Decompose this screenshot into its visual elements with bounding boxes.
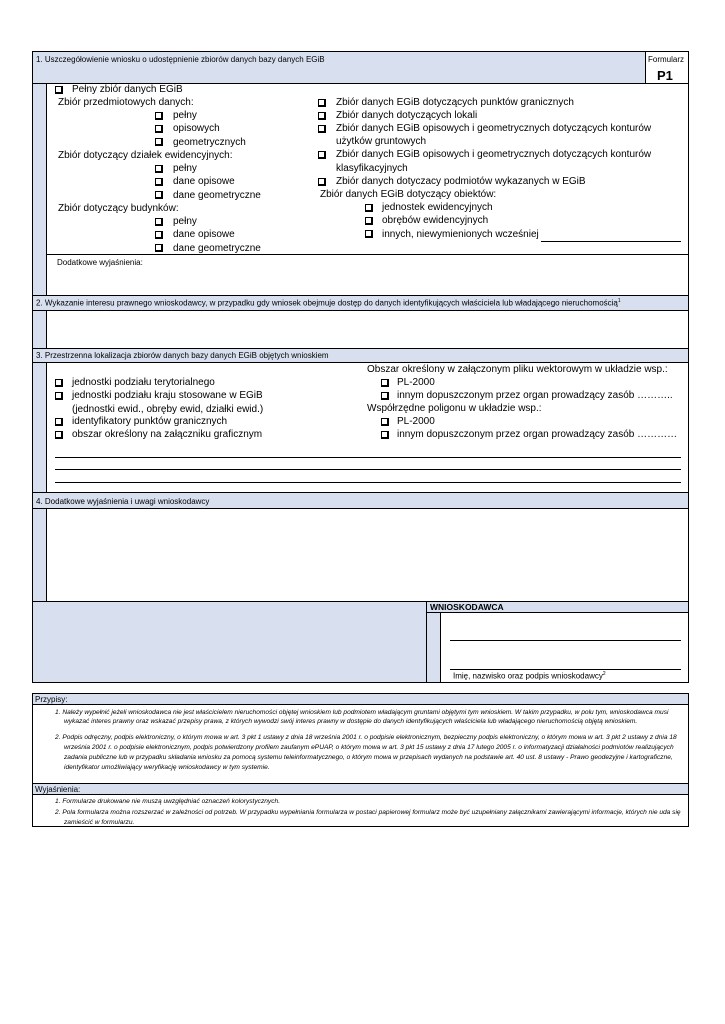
objects-item-1: jednostek ewidencyjnych (382, 202, 493, 213)
vector-item-1: PL-2000 (397, 377, 435, 388)
vector-item-2: innym dopuszczonym przez organ prowadzący zasób ……….. (397, 390, 673, 401)
subject-checkbox-3[interactable] (155, 138, 163, 146)
signature-label-text: Imię, nazwisko oraz podpis wnioskodawcy (453, 671, 603, 681)
buildings-item-1: pełny (173, 216, 197, 227)
loc-item-3: identyfikatory punktów granicznych (72, 416, 228, 427)
applicant-left-area (32, 601, 427, 683)
explanation-2-line-2: zamieścić w formularzu. (64, 819, 135, 826)
explanations-title: Wyjaśnienia: (35, 785, 81, 794)
buildings-checkbox-1[interactable] (155, 218, 163, 226)
buildings-heading: Zbiór dotyczący budynków: (58, 203, 179, 214)
left-margin-4 (32, 508, 47, 602)
section2-body[interactable] (46, 310, 689, 349)
parcels-checkbox-1[interactable] (155, 165, 163, 173)
signature-line-2[interactable] (450, 669, 681, 670)
right-item-4: Zbiór danych EGiB opisowych i geometrycznych dotyczących konturów (336, 149, 652, 160)
signature-footnote-ref: 2 (602, 671, 606, 677)
footnote-2-line-4: identyfikator umożliwiający weryfikację wnioskodawcy w tym systemie. (64, 764, 270, 771)
left-margin-2 (32, 310, 47, 349)
full-set-label: Pełny zbiór danych EGiB (72, 84, 183, 95)
loc-input-line-2[interactable] (55, 469, 681, 470)
buildings-item-3: dane geometryczne (173, 243, 261, 254)
parcels-item-2: dane opisowe (173, 176, 235, 187)
right-checkbox-4[interactable] (318, 151, 326, 159)
additional-divider (46, 254, 689, 255)
right-item-3-cont: użytków gruntowych (336, 136, 427, 147)
right-item-5: Zbiór danych dotyczacy podmiotów wykazanych w EGiB (336, 176, 586, 187)
footnote-1-line-2: wykazać interes prawny oraz wskazać przepisy prawa, z których wywodzi swój interes prawny w dostępie do danych identyfikujących właściciela lub władającego nieruchomością objętą wnioskiem. (64, 718, 638, 725)
applicant-title: WNIOSKODAWCA (430, 602, 504, 612)
footnote-2-line-2: września 2001 r. o podpisie elektronicznym, podpis potwierdzony profilem zaufanym ePUAP, o którym mowa w art. 3 pkt 15 ustawy z dnia 17 lutego 2005 r. o informatyzacji działalności podmiotów realizujących (64, 744, 674, 751)
right-item-1: Zbiór danych EGiB dotyczących punktów granicznych (336, 97, 574, 108)
right-item-3: Zbiór danych EGiB opisowych i geometrycznych dotyczących konturów (336, 123, 652, 134)
section2-footnote-ref: 1 (617, 298, 621, 304)
objects-other-input-line[interactable] (541, 241, 681, 242)
polygon-checkbox-1[interactable] (381, 418, 389, 426)
objects-checkbox-3[interactable] (365, 230, 373, 238)
right-checkbox-5[interactable] (318, 178, 326, 186)
signature-line-1[interactable] (450, 640, 681, 641)
loc-item-2-cont: (jednostki ewid., obręby ewid, działki ewid.) (72, 404, 264, 415)
footnotes-title: Przypisy: (35, 695, 68, 704)
polygon-checkbox-2[interactable] (381, 431, 389, 439)
subject-heading: Zbiór przedmiotowych danych: (58, 97, 194, 108)
polygon-item-1: PL-2000 (397, 416, 435, 427)
buildings-item-2: dane opisowe (173, 229, 235, 240)
loc-checkbox-3[interactable] (55, 418, 63, 426)
left-margin-3 (32, 362, 47, 493)
section1-title: 1. Uszczegółowienie wniosku o udostępnienie zbiorów danych bazy danych EGiB (36, 55, 325, 64)
form-code: P1 (657, 68, 673, 83)
signature-label (453, 671, 606, 681)
loc-input-line-1[interactable] (55, 457, 681, 458)
right-item-2: Zbiór danych dotyczących lokali (336, 110, 478, 121)
buildings-checkbox-2[interactable] (155, 231, 163, 239)
section2-title (36, 298, 621, 308)
footnote-2-line-3: zadania publiczne lub w przypadku składania wniosku za pomocą systemu teleinformatycznego, o którym mowa w przepisach wydanych na podstawie art. 40 ust. 8 ustawy - Prawo geodezyjne i kartograficzne, (64, 754, 673, 761)
objects-item-3: innych, niewymienionych wcześniej (382, 229, 539, 240)
polygon-item-2: innym dopuszczonym przez organ prowadzący zasób ………… (397, 429, 678, 440)
loc-item-1: jednostki podziału terytorialnego (72, 377, 215, 388)
section4-body[interactable] (46, 508, 689, 602)
loc-item-2: jednostki podziału kraju stosowane w EGiB (72, 390, 263, 401)
right-checkbox-1[interactable] (318, 99, 326, 107)
explanation-1: 1. Formularze drukowane nie muszą uwzględniać oznaczeń kolorystycznych. (55, 798, 281, 805)
parcels-checkbox-2[interactable] (155, 178, 163, 186)
section3-title: 3. Przestrzenna lokalizacja zbiorów danych bazy danych EGiB objętych wnioskiem (36, 351, 329, 360)
loc-checkbox-1[interactable] (55, 379, 63, 387)
subject-checkbox-1[interactable] (155, 112, 163, 120)
vector-heading: Obszar określony w załączonym pliku wektorowym w układzie wsp.: (367, 364, 668, 375)
vector-checkbox-1[interactable] (381, 379, 389, 387)
right-checkbox-3[interactable] (318, 125, 326, 133)
subject-checkbox-2[interactable] (155, 125, 163, 133)
subject-item-3: geometrycznych (173, 137, 246, 148)
loc-checkbox-2[interactable] (55, 392, 63, 400)
parcels-heading: Zbiór dotyczący działek ewidencyjnych: (58, 150, 233, 161)
left-margin-1 (32, 83, 47, 296)
section4-title: 4. Dodatkowe wyjaśnienia i uwagi wnioskodawcy (36, 497, 210, 506)
parcels-checkbox-3[interactable] (155, 191, 163, 199)
buildings-checkbox-3[interactable] (155, 244, 163, 252)
subject-item-1: pełny (173, 110, 197, 121)
additional-label: Dodatkowe wyjaśnienia: (57, 258, 143, 267)
parcels-item-1: pełny (173, 163, 197, 174)
loc-item-4: obszar określony na załączniku graficznym (72, 429, 263, 440)
vector-checkbox-2[interactable] (381, 392, 389, 400)
objects-item-2: obrębów ewidencyjnych (382, 215, 489, 226)
footnote-1-line-1: 1. Należy wypełnić jeżeli wnioskodawca nie jest właścicielem nieruchomości objętej wnioskiem lub podmiotem władającym gruntami objętymi tym wnioskiem. W takim przypadku, w polu tym, wnioskodawca musi (55, 709, 669, 716)
explanation-2-line-1: 2. Pola formularza można rozszerzać w zależności od potrzeb. W przypadku wypełniania formularza w postaci papierowej formularz może być uzupełniany załącznikami zawierającymi informacje, których nie uda się (55, 809, 681, 816)
full-set-checkbox[interactable] (55, 86, 63, 94)
objects-checkbox-2[interactable] (365, 217, 373, 225)
polygon-heading: Współrzędne poligonu w układzie wsp.: (367, 403, 542, 414)
form-label: Formularz (648, 55, 685, 64)
objects-heading: Zbiór danych EGiB dotyczący obiektów: (320, 189, 497, 200)
subject-item-2: opisowych (173, 123, 220, 134)
loc-input-line-3[interactable] (55, 482, 681, 483)
parcels-item-3: dane geometryczne (173, 190, 261, 201)
footnote-2-line-1: 2. Podpis odręczny, podpis elektroniczny, o którym mowa w art. 3 pkt 1 ustawy z dnia 18 września 2001 r. o podpisie elektronicznym, bezpieczny podpis elektroniczny, o którym mowa w art. 3 pkt 2 ustawy z dnia 18 (55, 734, 677, 741)
right-item-4-cont: klasyfikacyjnych (336, 163, 408, 174)
section2-title-text: 2. Wykazanie interesu prawnego wnioskodawcy, w przypadku gdy wniosek obejmuje dostęp do danych identyfikujących właściciela lub władającego nieruchomością (36, 298, 618, 308)
loc-checkbox-4[interactable] (55, 431, 63, 439)
objects-checkbox-1[interactable] (365, 204, 373, 212)
right-checkbox-2[interactable] (318, 112, 326, 120)
applicant-margin (426, 612, 441, 683)
